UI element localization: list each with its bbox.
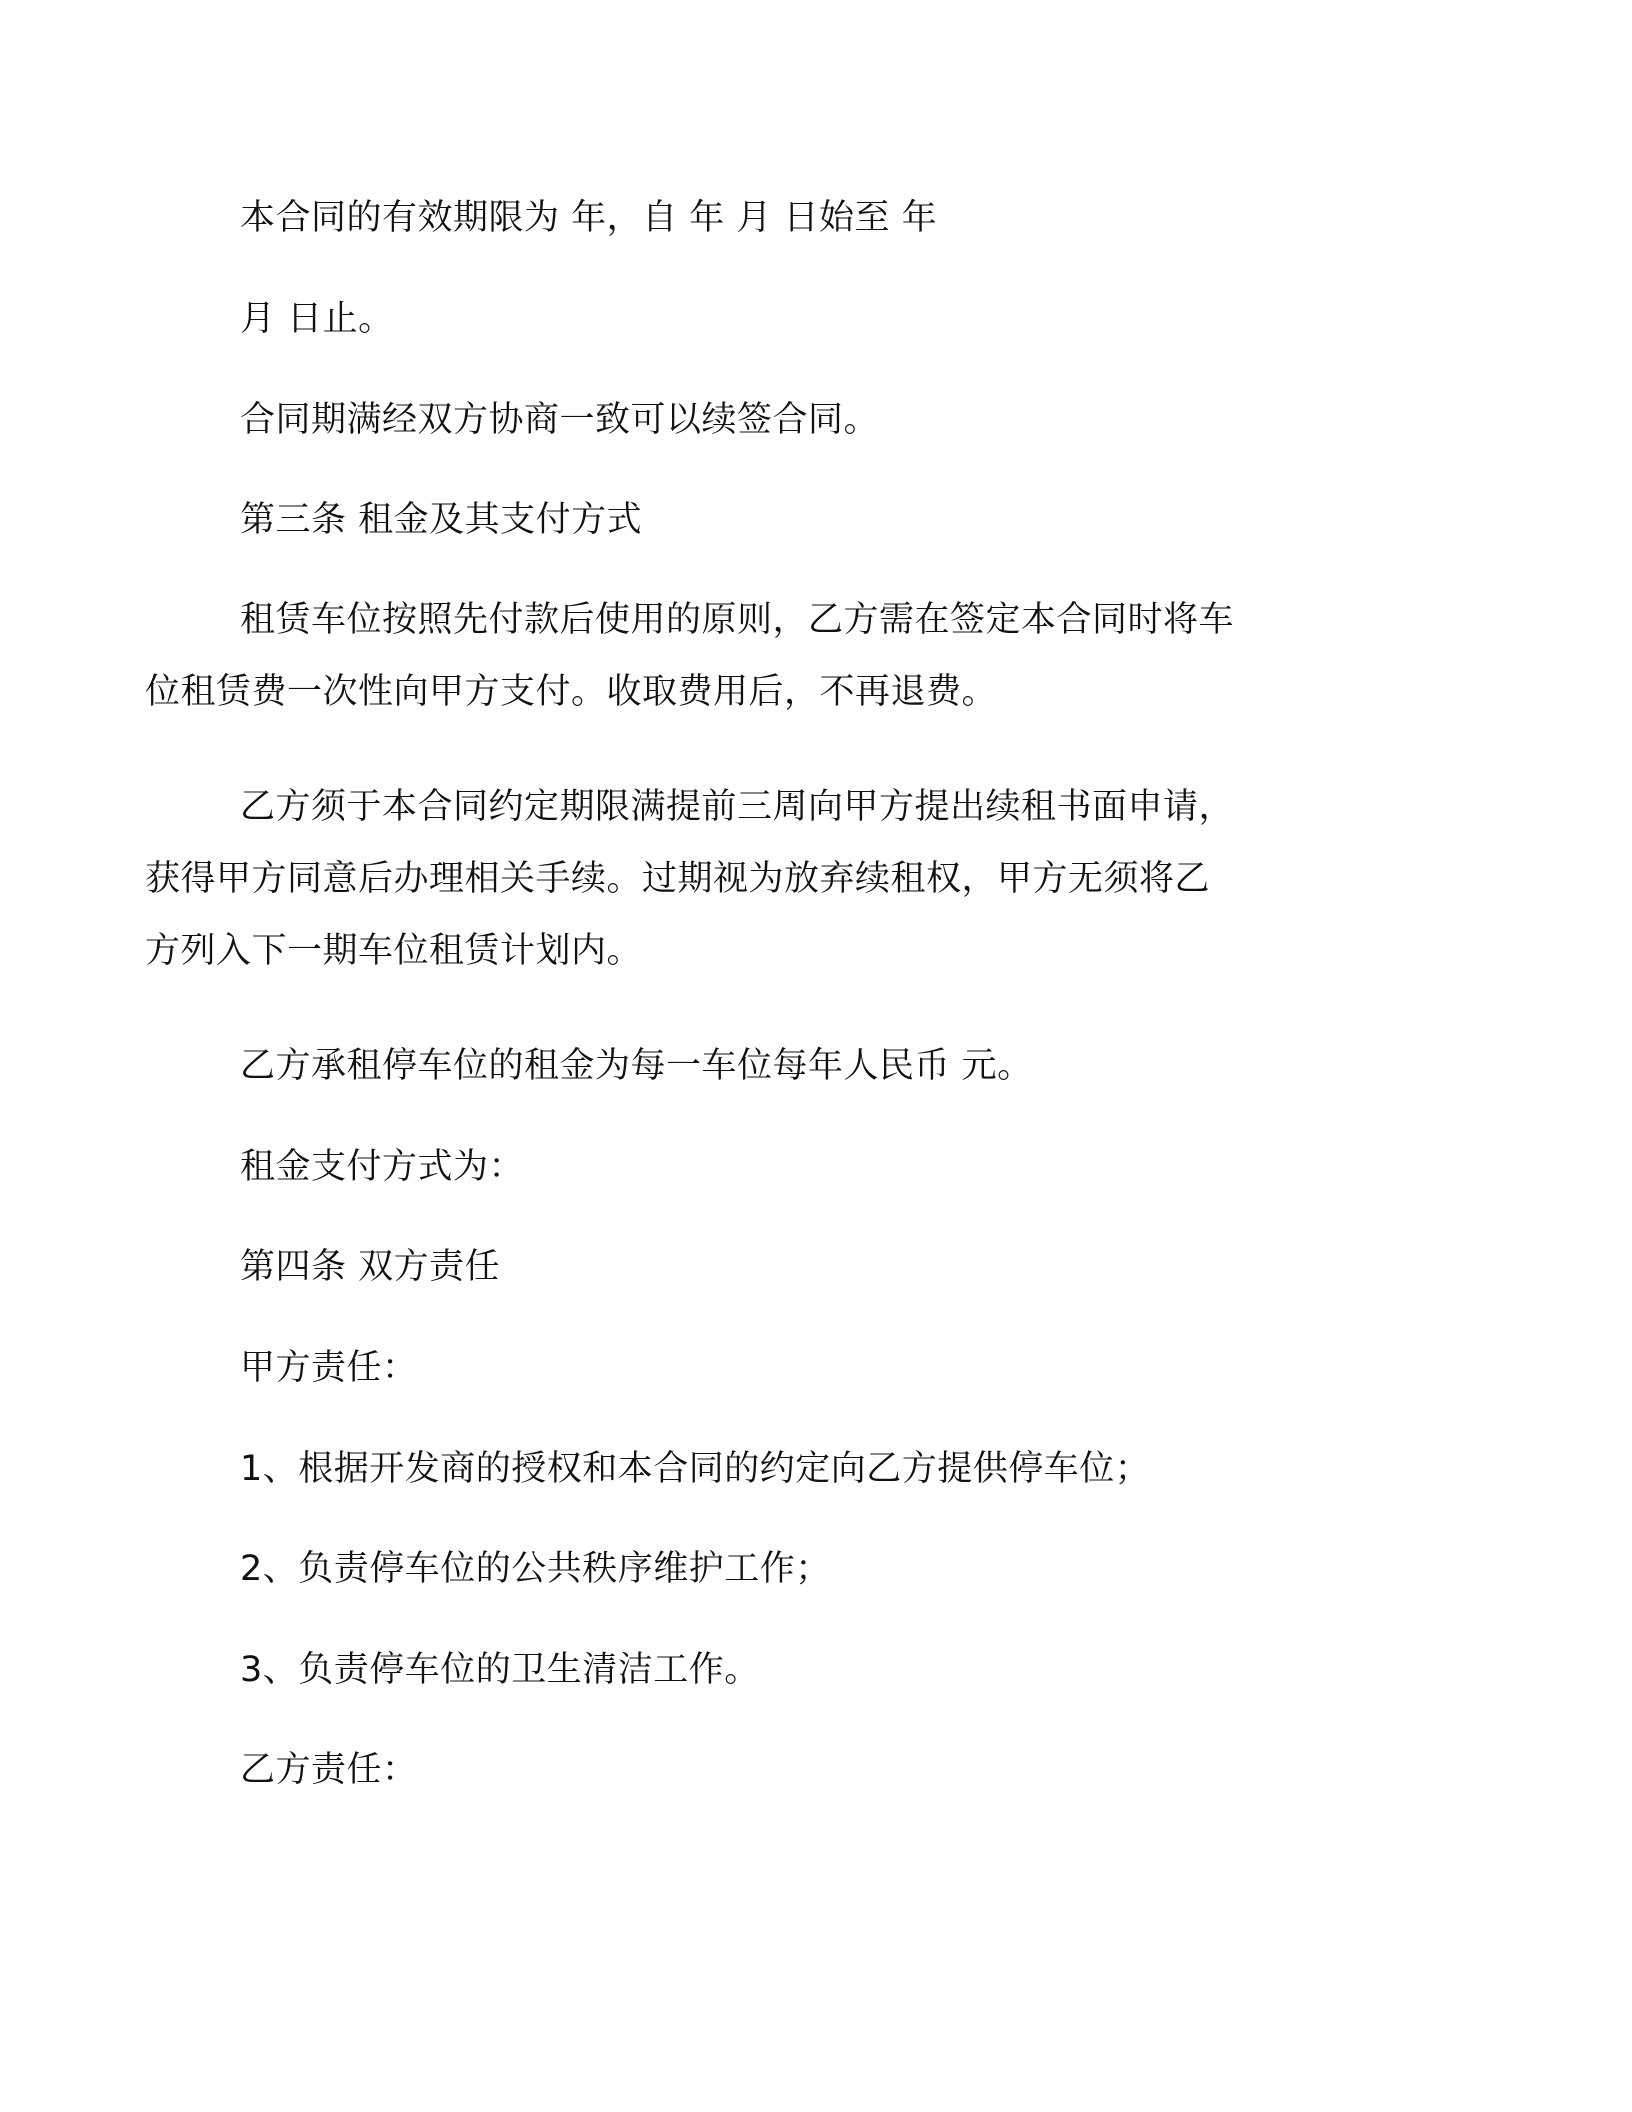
text-line: 第四条 双方责任: [240, 1247, 501, 1287]
text-line: 获得甲方同意后办理相关手续。过期视为放弃续租权，甲方无须将乙: [145, 859, 1211, 899]
text-line: 2、负责停车位的公共秩序维护工作；: [240, 1549, 831, 1589]
text-line: 月 日止。: [240, 299, 394, 339]
text-line: 租金支付方式为：: [240, 1147, 525, 1187]
paragraph-rent-amount: [240, 1030, 1380, 1102]
paragraph-renewal-application: [145, 771, 1380, 987]
list-item-party-a-3: [240, 1634, 1380, 1706]
heading-party-a-duties: [240, 1332, 1380, 1404]
text-line: 甲方责任：: [240, 1348, 418, 1388]
list-item-party-a-1: [240, 1433, 1380, 1505]
paragraph-term-period: [240, 182, 1380, 254]
text-line: 方列入下一期车位租赁计划内。: [145, 931, 643, 971]
paragraph-renewal: [240, 384, 1380, 456]
text-line: 本合同的有效期限为 年，自 年 月 日始至 年: [240, 198, 938, 238]
text-line: 位租赁费一次性向甲方支付。收取费用后，不再退费。: [145, 672, 998, 712]
text-line: 租赁车位按照先付款后使用的原则，乙方需在签定本合同时将车: [240, 600, 1235, 640]
text-line: 合同期满经双方协商一致可以续签合同。: [240, 400, 880, 440]
heading-party-b-duties: [240, 1734, 1380, 1806]
paragraph-prepayment: [145, 584, 1380, 728]
paragraph-term-end: [240, 283, 1380, 355]
section-heading-article-4: [240, 1231, 1380, 1303]
text-line: 3、负责停车位的卫生清洁工作。: [240, 1650, 760, 1690]
paragraph-payment-method: [240, 1131, 1380, 1203]
text-line: 1、根据开发商的授权和本合同的约定向乙方提供停车位；: [240, 1449, 1151, 1489]
text-line: 乙方须于本合同约定期限满提前三周向甲方提出续租书面申请，: [240, 787, 1235, 827]
section-heading-article-3: [240, 484, 1380, 556]
text-line: 乙方责任：: [240, 1750, 418, 1790]
text-line: 第三条 租金及其支付方式: [240, 500, 643, 540]
list-item-party-a-2: [240, 1533, 1380, 1605]
text-line: 乙方承租停车位的租金为每一车位每年人民币 元。: [240, 1046, 1033, 1086]
